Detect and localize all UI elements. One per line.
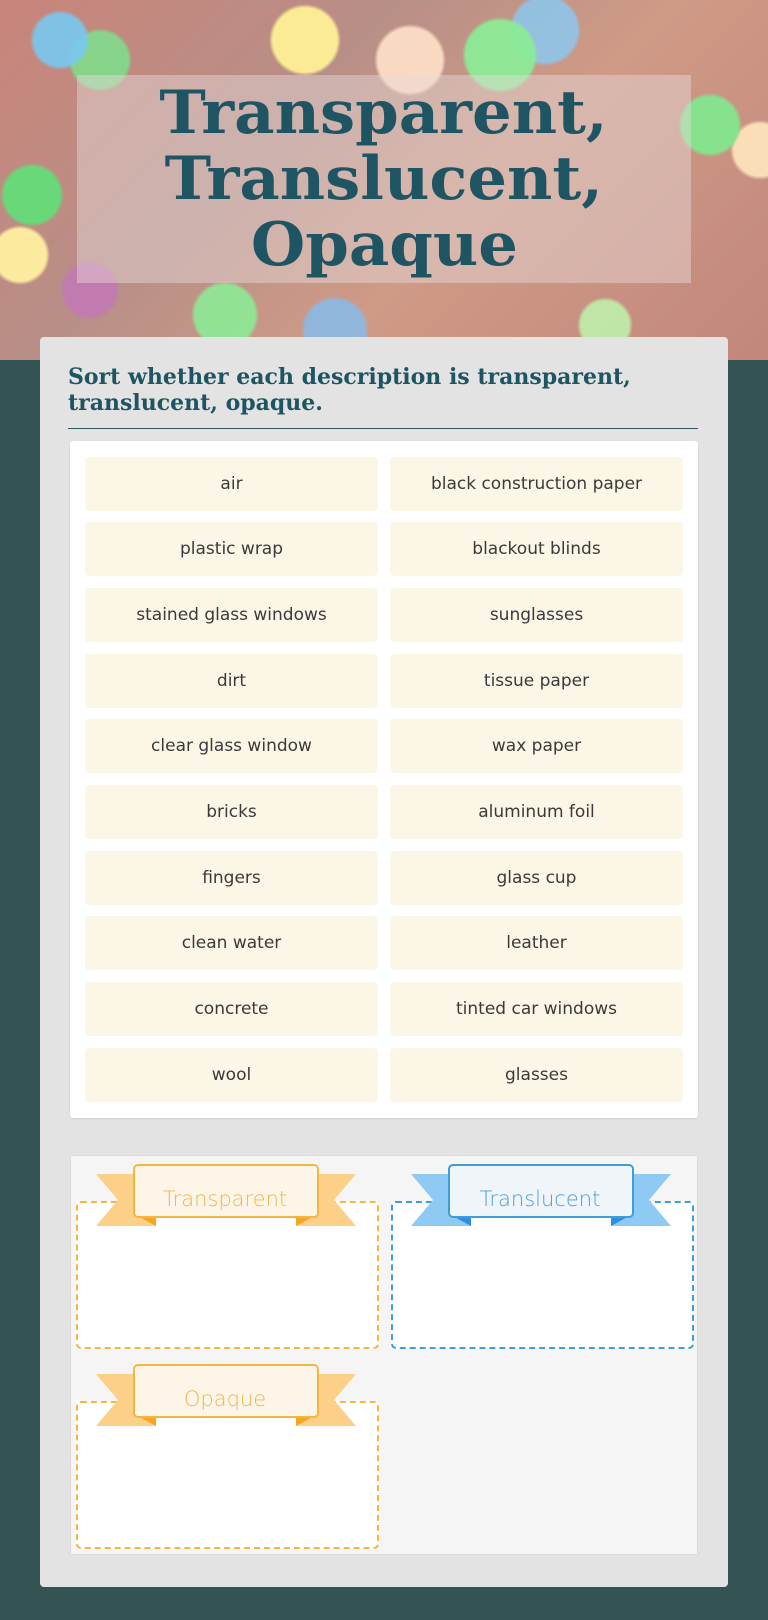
draggable-item[interactable]: air [85, 457, 378, 511]
draggable-item[interactable]: clean water [85, 916, 378, 970]
draggable-item[interactable]: wax paper [390, 719, 683, 773]
ribbon-banner-opaque [96, 1364, 356, 1432]
draggable-item[interactable]: clear glass window [85, 719, 378, 773]
draggable-item[interactable]: glasses [390, 1048, 683, 1102]
draggable-item[interactable]: tissue paper [390, 654, 683, 708]
category-label-opaque: Opaque [183, 1387, 267, 1411]
draggable-item[interactable]: plastic wrap [85, 522, 378, 576]
draggable-item[interactable]: dirt [85, 654, 378, 708]
page-title-line-2: Translucent, [164, 144, 604, 214]
ribbon-banner-translucent [411, 1164, 671, 1232]
divider [68, 428, 698, 429]
draggable-item[interactable]: tinted car windows [390, 982, 683, 1036]
draggable-item[interactable]: aluminum foil [390, 785, 683, 839]
items-pool [70, 441, 698, 1118]
ribbon-banner-transparent [96, 1164, 356, 1232]
draggable-item[interactable]: wool [85, 1048, 378, 1102]
draggable-item[interactable]: leather [390, 916, 683, 970]
draggable-item[interactable]: glass cup [390, 851, 683, 905]
page-title-line-3: Opaque [250, 210, 518, 280]
instructions-heading: Sort whether each description is transparent, translucent, opaque. [68, 364, 631, 416]
page-title-line-1: Transparent, [159, 78, 609, 148]
category-label-translucent: Translucent [479, 1187, 601, 1211]
header-banner-image [0, 0, 768, 360]
activity-card [40, 337, 728, 1587]
draggable-item[interactable]: blackout blinds [390, 522, 683, 576]
draggable-item[interactable]: bricks [85, 785, 378, 839]
draggable-item[interactable]: sunglasses [390, 588, 683, 642]
category-label-transparent: Transparent [162, 1187, 288, 1211]
draggable-item[interactable]: fingers [85, 851, 378, 905]
draggable-item[interactable]: concrete [85, 982, 378, 1036]
draggable-item[interactable]: black construction paper [390, 457, 683, 511]
sorting-area [70, 1155, 698, 1555]
draggable-item[interactable]: stained glass windows [85, 588, 378, 642]
title-box [77, 75, 691, 283]
